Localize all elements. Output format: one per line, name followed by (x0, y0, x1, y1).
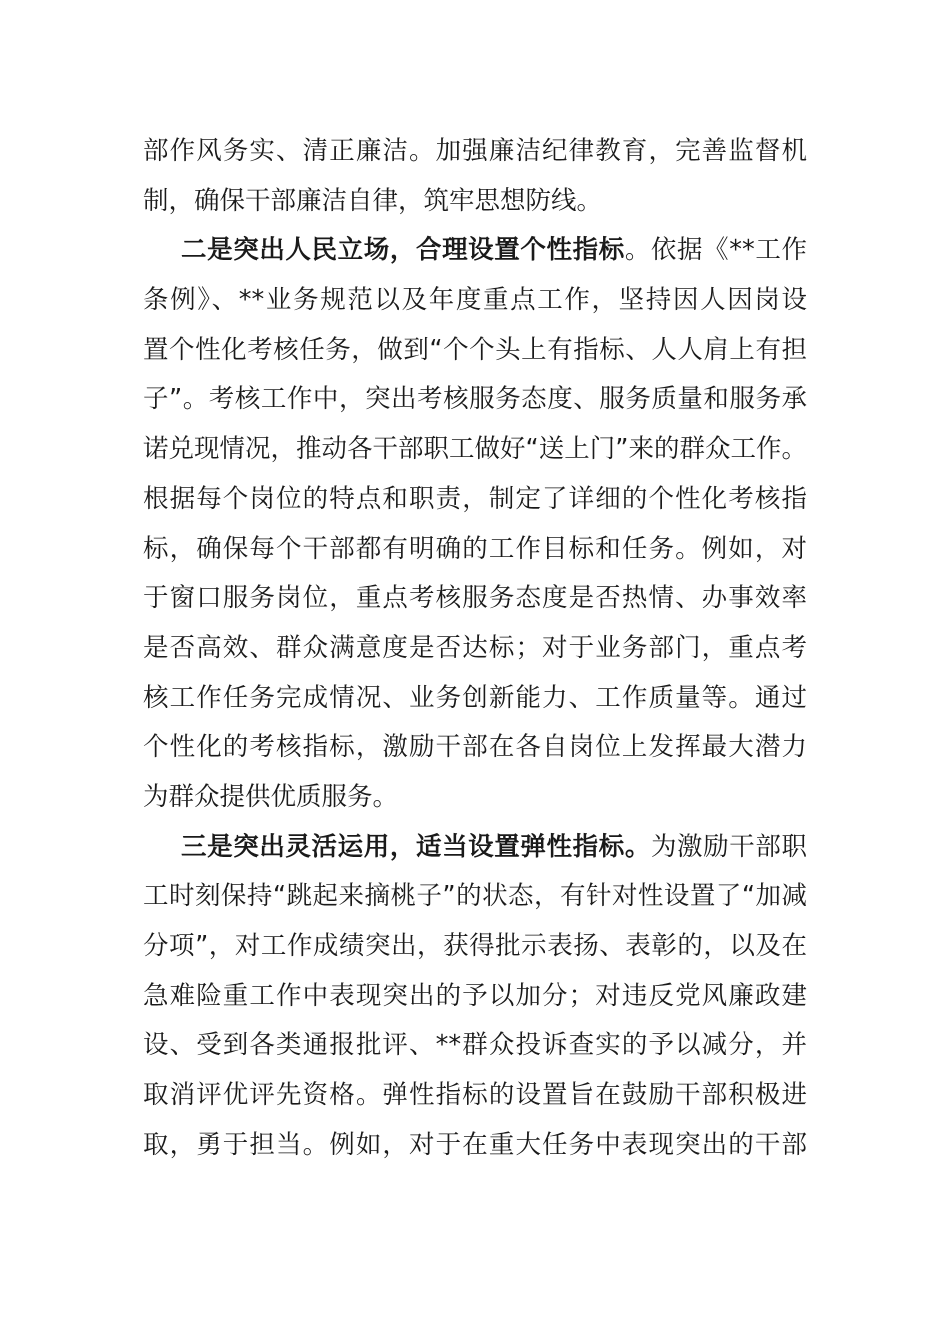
text-line: 为群众提供优质服务。 (143, 781, 399, 812)
text-line: 条例》、**业务规范以及年度重点工作，坚持因人因岗设 (143, 285, 807, 316)
text-line: 取消评优评先资格。弹性指标的设置旨在鼓励干部积极进 (143, 1080, 807, 1111)
paragraph-heading-line (143, 823, 807, 873)
text-line: 置个性化考核任务，做到“个个头上有指标、人人肩上有担 (143, 334, 807, 365)
text-line: 制，确保干部廉洁自律，筑牢思想防线。 (143, 185, 603, 216)
document-page (143, 127, 807, 1170)
text-run: 为激励干部职 (650, 831, 807, 862)
text-line: 取，勇于担当。例如，对于在重大任务中表现突出的干部 (143, 1129, 807, 1160)
text-line: 诺兑现情况，推动各干部职工做好“送上门”来的群众工作。 (143, 434, 807, 465)
text-run: 。依据《**工作 (624, 235, 807, 266)
text-line: 个性化的考核指标，激励干部在各自岗位上发挥最大潜力 (143, 732, 807, 763)
text-line: 核工作任务完成情况、业务创新能力、工作质量等。通过 (143, 682, 807, 713)
text-line: 标，确保每个干部都有明确的工作目标和任务。例如，对 (143, 533, 807, 564)
text-line: 部作风务实、清正廉洁。加强廉洁纪律教育，完善监督机 (143, 136, 807, 166)
paragraph-heading-line (143, 226, 807, 276)
text-line: 设、受到各类通报批评、**群众投诉查实的予以减分，并 (143, 1030, 807, 1061)
text-line: 工时刻保持“跳起来摘桃子”的状态，有针对性设置了“加减 (143, 881, 807, 912)
text-line: 根据每个岗位的特点和职责，制定了详细的个性化考核指 (143, 483, 807, 514)
text-line: 急难险重工作中表现突出的予以加分；对违反党风廉政建 (143, 980, 807, 1011)
text-line: 子”。考核工作中，突出考核服务态度、服务质量和服务承 (143, 384, 807, 415)
text-line: 分项”，对工作成绩突出，获得批示表扬、表彰的，以及在 (143, 931, 807, 961)
bold-heading: 二是突出人民立场，合理设置个性指标 (181, 235, 625, 266)
text-line: 于窗口服务岗位，重点考核服务态度是否热情、办事效率 (143, 583, 807, 614)
text-line: 是否高效、群众满意度是否达标；对于业务部门，重点考 (143, 632, 807, 663)
bold-heading: 三是突出灵活运用，适当设置弹性指标。 (181, 831, 651, 862)
